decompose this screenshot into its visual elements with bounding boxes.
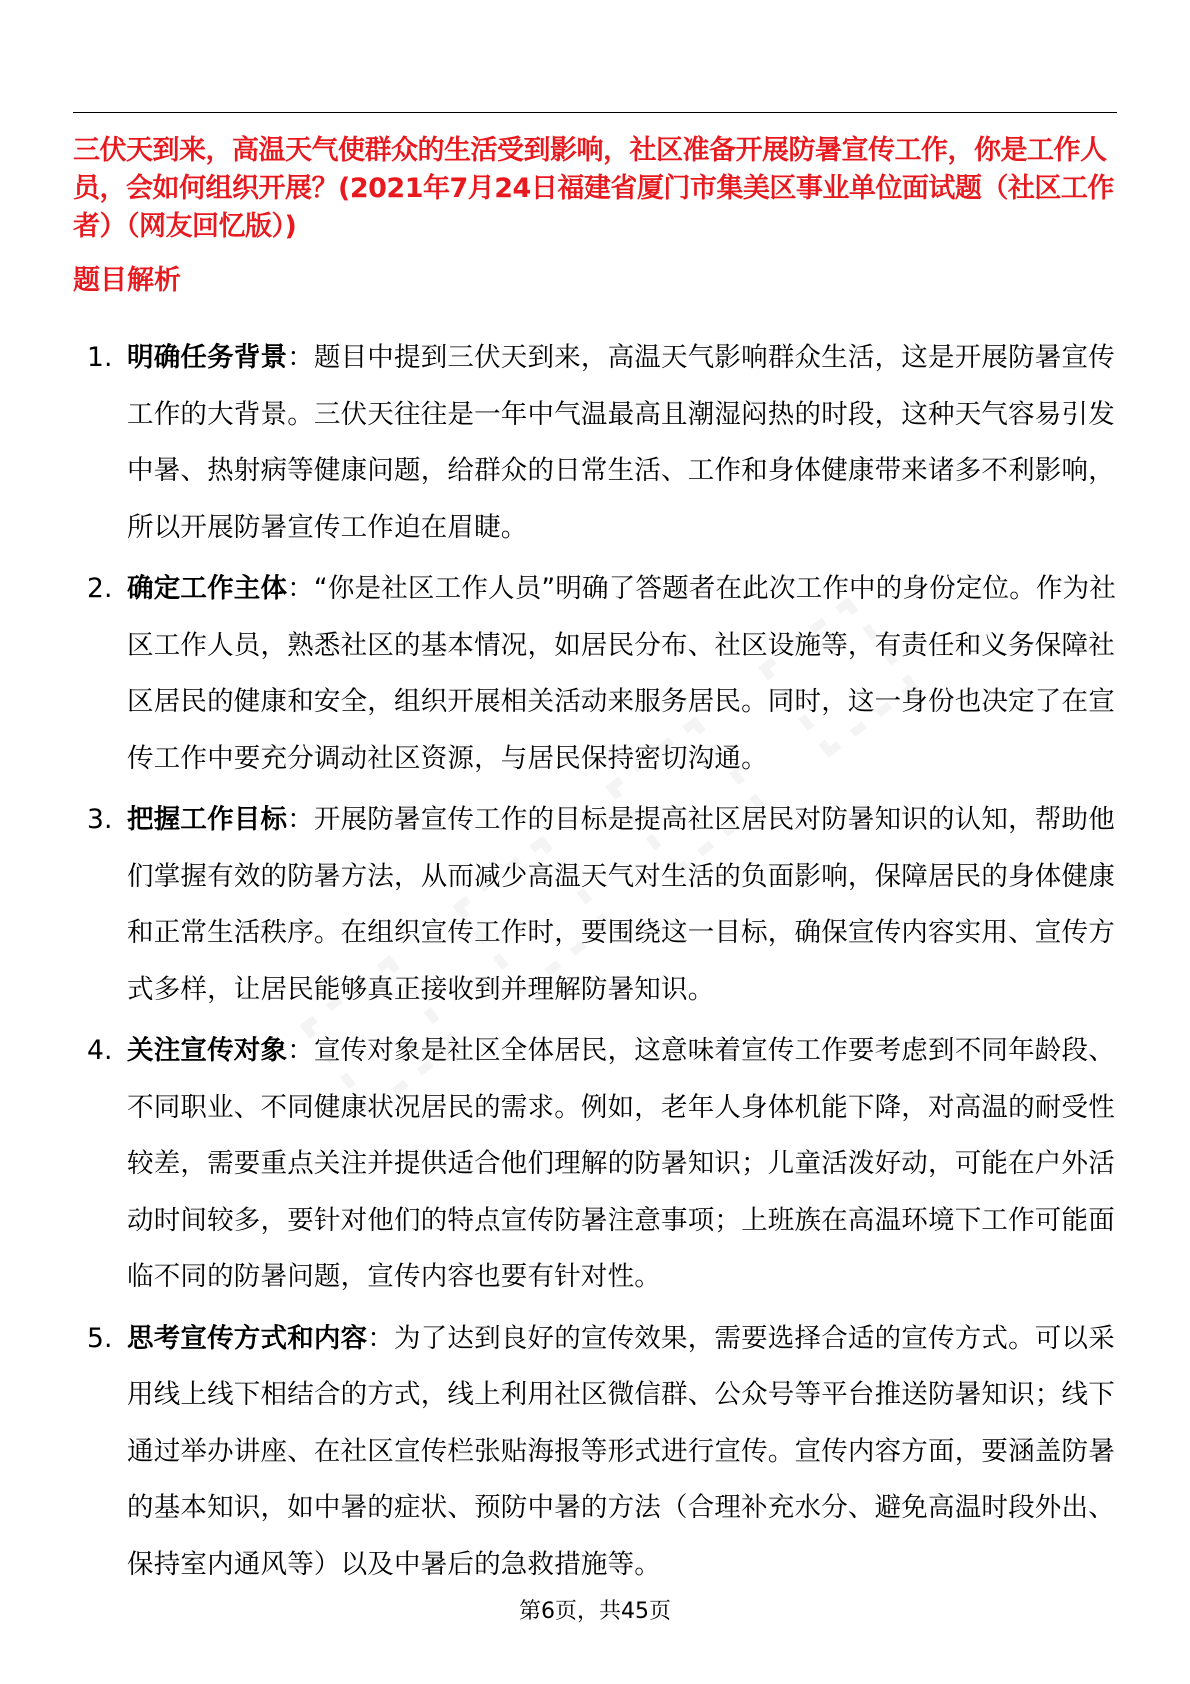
point-title: 思考宣传方式和内容	[127, 1322, 368, 1354]
point-text: ：为了达到良好的宣传效果，需要选择合适的宣传方式。可以采用线上线下相结合的方式，线上利用社区微信群、公众号等平台推送防暑知识；线下通过举办讲座、在社区宣传栏张贴海报等形式进行宣传。宣传内容方面，要涵盖防暑的基本知识，如中暑的症状、预防中暑的方法（合理补充水分、避免高温时段外出、保持室内通风等）以及中暑后的急救措施等。	[127, 1322, 1115, 1580]
point-text: ：题目中提到三伏天到来，高温天气影响群众生活，这是开展防暑宣传工作的大背景。三伏天往往是一年中气温最高且潮湿闷热的时段，这种天气容易引发中暑、热射病等健康问题，给群众的日常生活、工作和身体健康带来诸多不利影响，所以开展防暑宣传工作迫在眉睫。	[127, 342, 1115, 543]
analysis-point	[73, 1311, 1119, 1594]
point-number: 2.	[87, 573, 113, 604]
analysis-list	[73, 330, 1119, 1598]
point-text: ：“你是社区工作人员”明确了答题者在此次工作中的身份定位。作为社区工作人员，熟悉社区的基本情况，如居民分布、社区设施等，有责任和义务保障社区居民的健康和安全，组织开展相关活动来服务居民。同时，这一身份也决定了在宣传工作中要充分调动社区资源，与居民保持密切沟通。	[127, 573, 1117, 774]
analysis-point	[73, 1023, 1119, 1306]
question-text: 三伏天到来，高温天气使群众的生活受到影响，社区准备开展防暑宣传工作，你是工作人员，会如何组织开展？(2021年7月24日福建省厦门市集美区事业单位面试题（社区工作者）（网友回忆版）)	[73, 135, 1114, 242]
analysis-point	[73, 330, 1119, 556]
point-title: 把握工作目标	[127, 804, 288, 835]
point-title: 确定工作主体	[127, 573, 288, 604]
analysis-heading: 题目解析	[73, 265, 181, 296]
point-text: ：开展防暑宣传工作的目标是提高社区居民对防暑知识的认知，帮助他们掌握有效的防暑方法，从而减少高温天气对生活的负面影响，保障居民的身体健康和正常生活秩序。在组织宣传工作时，要围绕这一目标，确保宣传内容实用、宣传方式多样，让居民能够真正接收到并理解防暑知识。	[127, 804, 1115, 1005]
point-number: 3.	[87, 804, 113, 835]
analysis-point	[73, 561, 1119, 787]
analysis-point	[73, 792, 1119, 1018]
header-divider	[73, 112, 1117, 113]
point-number: 1.	[87, 342, 113, 373]
point-number: 4.	[87, 1035, 113, 1066]
point-text: ：宣传对象是社区全体居民，这意味着宣传工作要考虑到不同年龄段、不同职业、不同健康状况居民的需求。例如，老年人身体机能下降，对高温的耐受性较差，需要重点关注并提供适合他们理解的防暑知识；儿童活泼好动，可能在户外活动时间较多，要针对他们的特点宣传防暑注意事项；上班族在高温环境下工作可能面临不同的防暑问题，宣传内容也要有针对性。	[127, 1035, 1115, 1292]
point-number: 5.	[87, 1322, 113, 1354]
page-number: 第6页，共45页	[519, 1599, 671, 1624]
point-title: 明确任务背景	[127, 342, 288, 373]
point-title: 关注宣传对象	[127, 1035, 288, 1066]
